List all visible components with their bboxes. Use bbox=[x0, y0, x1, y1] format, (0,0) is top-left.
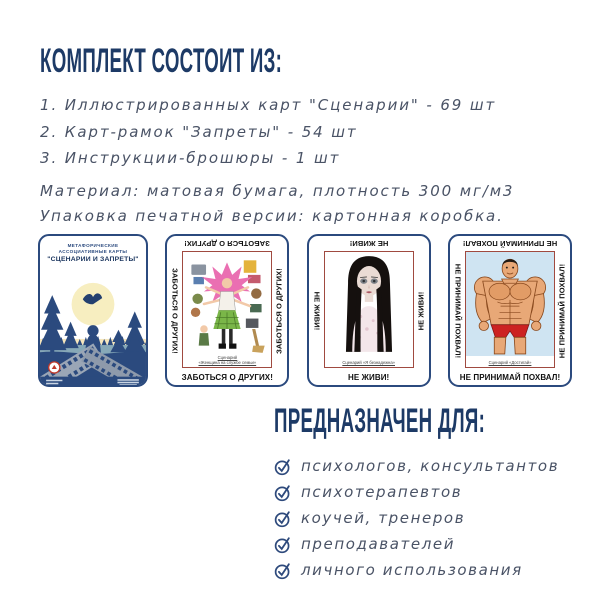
kit-item-frames: 2. Карт-рамок "Запреты" - 54 шт bbox=[40, 122, 358, 141]
bodybuilder-head bbox=[502, 259, 519, 283]
frame-text-left: НЕ ЖИВИ! bbox=[312, 291, 322, 330]
frame-text-left: НЕ ПРИНИМАЙ ПОХВАЛ! bbox=[453, 263, 463, 358]
scenario-picture-busy-woman bbox=[182, 251, 272, 368]
check-circle-icon bbox=[274, 483, 292, 502]
cover-deck-title: "СЦЕНАРИИ И ЗАПРЕТЫ" bbox=[47, 255, 139, 263]
scenario-picture-pale-girl bbox=[324, 251, 414, 368]
kit-item-scenarios: 1. Иллюстрированных карт "Сценарии" - 69 шт bbox=[40, 96, 497, 114]
woman-face bbox=[222, 278, 232, 288]
kit-notes bbox=[40, 179, 514, 229]
frame-text-right: НЕ ПРИНИМАЙ ПОХВАЛ! bbox=[557, 263, 567, 358]
check-circle-icon bbox=[274, 457, 292, 476]
frame-text-top: ЗАБОТЬСЯ О ДРУГИХ! bbox=[184, 239, 271, 248]
audience-item-teachers bbox=[274, 531, 600, 557]
card-frame-dont-live bbox=[307, 234, 431, 387]
woman-blouse bbox=[219, 292, 236, 311]
audience-item-label: психотерапевтов bbox=[301, 483, 463, 501]
check-circle-icon bbox=[274, 535, 292, 554]
woman-legs bbox=[219, 329, 237, 349]
audience-item-coaches bbox=[274, 505, 600, 531]
audience-title: ПРЕДНАЗНАЧЕН ДЛЯ: bbox=[274, 402, 486, 440]
material-note: Материал: матовая бумага, плотность 300 мг/м3 bbox=[40, 181, 515, 200]
card-frame-care-for-others bbox=[165, 234, 289, 387]
scenario-picture-bodybuilder bbox=[465, 251, 555, 368]
frame-text-left: ЗАБОТЬСЯ О ДРУГИХ! bbox=[170, 267, 180, 354]
bodybuilder-illustration bbox=[466, 252, 554, 356]
cover-small-title-line2: АССОЦИАТИВНЫЕ КАРТЫ bbox=[58, 248, 128, 254]
packaging-note: Упаковка печатной версии: картонная коробка. bbox=[40, 206, 504, 225]
kit-title: КОМПЛЕКТ СОСТОИТ ИЗ: bbox=[40, 42, 283, 80]
card-cover bbox=[38, 234, 148, 387]
frame-text-bottom: НЕ ЖИВИ! bbox=[348, 373, 390, 382]
audience-item-label: психологов, консультантов bbox=[301, 457, 560, 475]
check-circle-icon bbox=[274, 509, 292, 528]
audience-item-personal-use bbox=[274, 557, 600, 583]
frame-text-right: ЗАБОТЬСЯ О ДРУГИХ! bbox=[274, 267, 284, 354]
audience-item-psychologists bbox=[274, 453, 600, 479]
cover-small-title-line1: МЕТАФОРИЧЕСКИЕ bbox=[67, 243, 119, 248]
audience-item-psychotherapists bbox=[274, 479, 600, 505]
moon-icon bbox=[72, 283, 115, 326]
right-fist bbox=[531, 321, 540, 330]
frame-text-right: НЕ ЖИВИ! bbox=[416, 291, 426, 330]
age-logo-icon bbox=[49, 362, 60, 373]
kit-item-brochure: 3. Инструкции-брошюры - 1 шт bbox=[40, 149, 341, 167]
pale-girl-illustration bbox=[325, 252, 413, 356]
frame-text-top: НЕ ЖИВИ! bbox=[349, 239, 389, 248]
check-circle-icon bbox=[274, 561, 292, 580]
busy-woman-illustration bbox=[183, 252, 271, 356]
kit-list bbox=[40, 92, 514, 172]
audience-item-label: коучей, тренеров bbox=[301, 509, 466, 527]
scenario-caption: Сценарий «Женщина на службе семьи» bbox=[198, 355, 257, 366]
child-figure bbox=[199, 325, 209, 345]
scenario-caption: Сценарий «Достигай» bbox=[488, 360, 532, 366]
cover-card-header bbox=[40, 236, 146, 263]
scenario-caption: Сценарий «Я безнадежна» bbox=[342, 360, 395, 366]
card-frame-dont-accept-praise bbox=[448, 234, 572, 387]
audience-section bbox=[274, 404, 600, 583]
girl-neck bbox=[364, 295, 372, 302]
left-fist bbox=[479, 321, 488, 330]
audience-item-label: преподавателей bbox=[301, 535, 456, 553]
cards-row bbox=[38, 234, 572, 387]
frame-text-bottom: НЕ ПРИНИМАЙ ПОХВАЛ! bbox=[459, 373, 561, 382]
audience-item-label: личного использования bbox=[301, 561, 523, 579]
audience-list bbox=[274, 453, 600, 583]
frame-text-bottom: ЗАБОТЬСЯ О ДРУГИХ! bbox=[181, 373, 274, 382]
frame-text-top: НЕ ПРИНИМАЙ ПОХВАЛ! bbox=[462, 239, 558, 248]
right-pine-trees bbox=[110, 311, 146, 356]
kit-section bbox=[40, 44, 514, 229]
